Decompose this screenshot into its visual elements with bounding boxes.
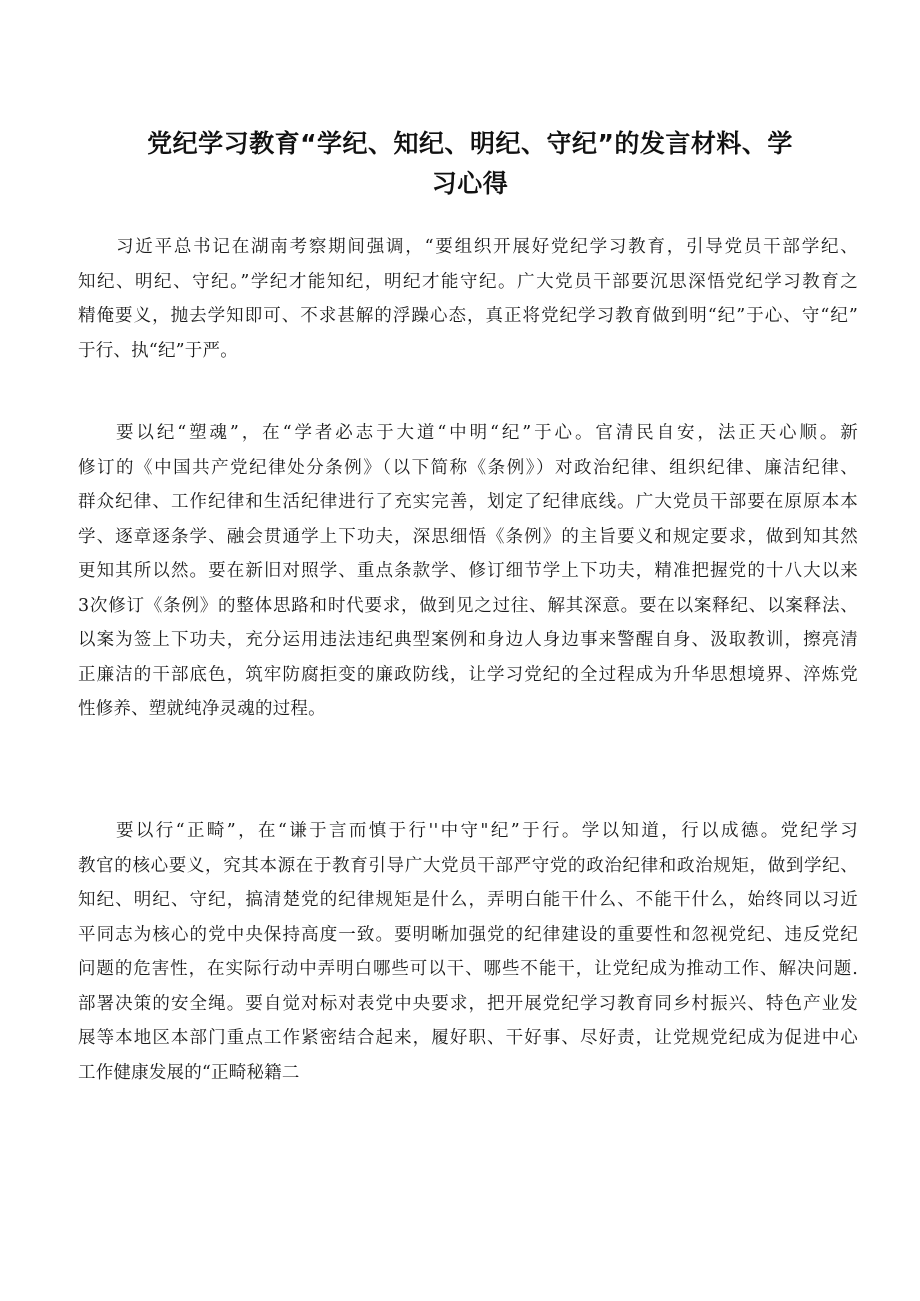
- paragraph-line: 性修养、塑就纯净灵魂的过程。: [78, 699, 326, 719]
- paragraph-line: 3次修订《条例》的整体思路和时代要求，做到见之过往、解其深意。要在以案释纪、以案释法、: [78, 595, 858, 616]
- document-title-line-1: 党纪学习教育“学纪、知纪、明纪、守纪”的发言材料、学: [147, 129, 793, 158]
- paragraph-line: 工作健康发展的“正畸秘籍二: [78, 1062, 300, 1083]
- paragraph-line: 习近平总书记在湖南考察期间强调，“要组织开展好党纪学习教育，引导党员干部学纪、: [116, 237, 858, 257]
- paragraph-line: 要以行“正畸”，在“谦于言而慎于行''中守"纪”于行。学以知道，行以成德。党纪学习: [116, 821, 858, 841]
- paragraph-line: 知纪、明纪、守纪。”学纪才能知纪，明纪才能守纪。广大党员干部要沉思深悟党纪学习教育之: [78, 271, 858, 292]
- paragraph-line: 要以纪“塑魂”，在“学者必志于大道“中明“纪”于心。官清民自安，法正天心顺。新: [116, 423, 858, 443]
- paragraph-line: 部署决策的安全绳。要自觉对标对表党中央要求，把开展党纪学习教育同乡村振兴、特色产业发: [78, 993, 858, 1014]
- paragraph-1: [78, 230, 858, 368]
- paragraph-line: 于行、执“纪”于严。: [78, 340, 238, 361]
- paragraph-line: 群众纪律、工作纪律和生活纪律进行了充实完善，划定了纪律底线。广大党员干部要在原原本本: [78, 492, 858, 512]
- document-title-line-2: 习心得: [431, 169, 509, 198]
- paragraph-line: 精俺要义，抛去学知即可、不求甚解的浮躁心态，真正将党纪学习教育做到明“纪”于心、守“纪”: [78, 306, 858, 326]
- paragraph-line: 知纪、明纪、守纪，搞清楚党的纪律规矩是什么，弄明白能干什么、不能干什么，始终同以习近: [78, 890, 858, 910]
- paragraph-line: 问题的危害性，在实际行动中弄明白哪些可以干、哪些不能干，让党纪成为推动工作、解决问题.: [78, 959, 858, 979]
- paragraph-line: 修订的《中国共产党纪律处分条例》（以下简称《条例》）对政治纪律、组织纪律、廉洁纪律、: [78, 457, 858, 478]
- paragraph-line: 以案为签上下功夫，充分运用违法违纪典型案例和身边人身边事来警醒自身、汲取教训，擦亮清: [78, 630, 858, 650]
- paragraph-3: [78, 814, 858, 1090]
- paragraph-line: 学、逐章逐条学、融会贯通学上下功夫，深思细悟《条例》的主旨要义和规定要求，做到知其然: [78, 526, 858, 547]
- paragraph-line: 更知其所以然。要在新旧对照学、重点条款学、修订细节学上下功夫，精准把握党的十八大以来: [78, 561, 858, 581]
- paragraph-2: [78, 416, 858, 727]
- paragraph-line: 正廉洁的干部底色，筑牢防腐拒变的廉政防线，让学习党纪的全过程成为升华思想境界、淬炼党: [78, 664, 858, 685]
- paragraph-line: 平同志为核心的党中央保持高度一致。要明晰加强党的纪律建设的重要性和忽视党纪、违反党纪: [78, 924, 858, 945]
- paragraph-line: 展等本地区本部门重点工作紧密结合起来，履好职、干好事、尽好责，让党规党纪成为促进中心: [78, 1028, 858, 1048]
- paragraph-line: 教官的核心要义，究其本源在于教育引导广大党员干部严守党的政治纪律和政治规矩，做到学纪、: [78, 855, 858, 876]
